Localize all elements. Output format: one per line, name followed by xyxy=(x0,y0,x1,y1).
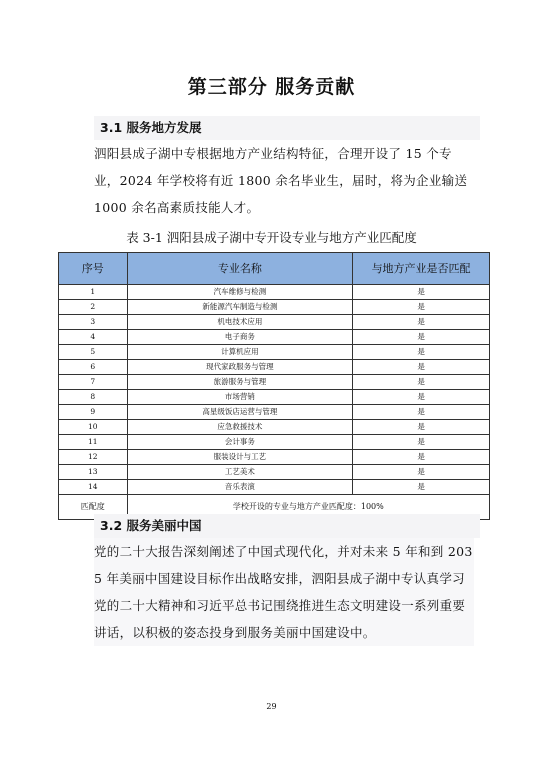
row-major-name: 现代家政服务与管理 xyxy=(127,360,353,375)
section-heading-3-1: 3.1 服务地方发展 xyxy=(94,116,480,140)
row-match: 是 xyxy=(353,465,490,480)
table-row xyxy=(59,390,490,405)
row-match: 是 xyxy=(353,435,490,450)
row-no: 3 xyxy=(59,315,128,330)
row-match: 是 xyxy=(353,300,490,315)
table-row xyxy=(59,285,490,300)
row-no: 12 xyxy=(59,450,128,465)
row-match: 是 xyxy=(353,285,490,300)
row-no: 8 xyxy=(59,390,128,405)
header-industry-match: 与地方产业是否匹配 xyxy=(353,253,490,285)
row-major-name: 应急救援技术 xyxy=(127,420,353,435)
table-row xyxy=(59,360,490,375)
row-match: 是 xyxy=(353,420,490,435)
row-no: 5 xyxy=(59,345,128,360)
table-row xyxy=(59,375,490,390)
row-major-name: 音乐表演 xyxy=(127,480,353,495)
major-industry-match-table xyxy=(58,252,490,520)
table-row xyxy=(59,315,490,330)
row-match: 是 xyxy=(353,390,490,405)
table-row xyxy=(59,345,490,360)
table-row xyxy=(59,450,490,465)
row-match: 是 xyxy=(353,345,490,360)
row-major-name: 汽车维修与检测 xyxy=(127,285,353,300)
row-match: 是 xyxy=(353,450,490,465)
table-row xyxy=(59,435,490,450)
header-no: 序号 xyxy=(59,253,128,285)
table-caption: 表 3-1 泗阳县成子湖中专开设专业与地方产业匹配度 xyxy=(126,230,417,245)
row-major-name: 旅游服务与管理 xyxy=(127,375,353,390)
table-row xyxy=(59,465,490,480)
row-no: 6 xyxy=(59,360,128,375)
section-heading-3-2: 3.2 服务美丽中国 xyxy=(94,514,480,538)
header-major-name: 专业名称 xyxy=(127,253,353,285)
table-row xyxy=(59,405,490,420)
table-row xyxy=(59,330,490,345)
row-match: 是 xyxy=(353,480,490,495)
row-no: 2 xyxy=(59,300,128,315)
row-major-name: 工艺美术 xyxy=(127,465,353,480)
row-match: 是 xyxy=(353,360,490,375)
row-no: 11 xyxy=(59,435,128,450)
row-major-name: 机电技术应用 xyxy=(127,315,353,330)
summary-text: 学校开设的专业与地方产业匹配度：100% xyxy=(127,495,489,520)
summary-label: 匹配度 xyxy=(59,495,128,520)
row-major-name: 高星级饭店运营与管理 xyxy=(127,405,353,420)
section-3-1-paragraph: 泗阳县成子湖中专根据地方产业结构特征，合理开设了 15 个专业，2024 年学校将有近 1800 余名毕业生，届时，将为企业输送 1000 余名高素质技能人才。 xyxy=(94,146,468,215)
row-major-name: 新能源汽车制造与检测 xyxy=(127,300,353,315)
row-match: 是 xyxy=(353,405,490,420)
table-row xyxy=(59,480,490,495)
section-3-2-paragraph: 党的二十大报告深刻阐述了中国式现代化，并对未来 5 年和到 2035 年美丽中国建设目标作出战略安排，泗阳县成子湖中专认真学习党的二十大精神和习近平总书记围绕推进生态文明建设一系列重要讲话，以积极的姿态投身到服务美丽中国建设中。 xyxy=(94,538,474,646)
table-row xyxy=(59,300,490,315)
row-no: 13 xyxy=(59,465,128,480)
row-match: 是 xyxy=(353,375,490,390)
row-major-name: 服装设计与工艺 xyxy=(127,450,353,465)
table-row xyxy=(59,420,490,435)
row-no: 10 xyxy=(59,420,128,435)
row-no: 9 xyxy=(59,405,128,420)
row-major-name: 计算机应用 xyxy=(127,345,353,360)
row-no: 1 xyxy=(59,285,128,300)
part-title: 第三部分 服务贡献 xyxy=(187,76,356,98)
table-header-row xyxy=(59,253,490,285)
row-no: 7 xyxy=(59,375,128,390)
row-no: 14 xyxy=(59,480,128,495)
row-major-name: 会计事务 xyxy=(127,435,353,450)
row-no: 4 xyxy=(59,330,128,345)
page-number: 29 xyxy=(266,702,277,711)
row-major-name: 市场营销 xyxy=(127,390,353,405)
row-match: 是 xyxy=(353,330,490,345)
row-major-name: 电子商务 xyxy=(127,330,353,345)
row-match: 是 xyxy=(353,315,490,330)
